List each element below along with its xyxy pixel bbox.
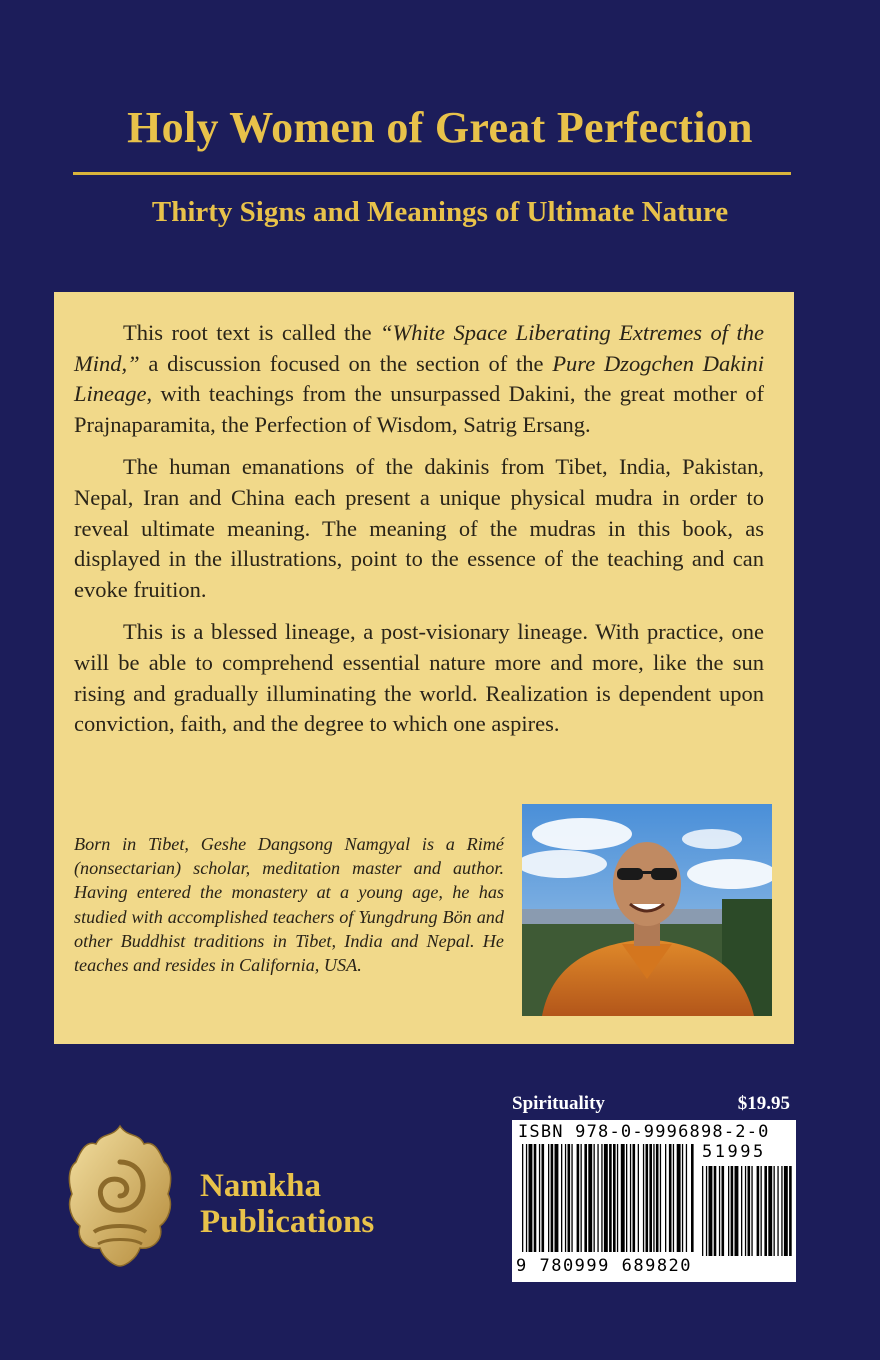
publisher-logo-icon: [64, 1122, 176, 1270]
barcode-bar: [630, 1144, 631, 1252]
title-divider: [73, 172, 791, 175]
barcode-bar: [764, 1166, 767, 1256]
barcode-bar: [626, 1144, 627, 1252]
barcode-bar: [577, 1144, 580, 1252]
barcode-bar: [706, 1166, 707, 1256]
barcode-bar: [621, 1144, 625, 1252]
barcode-bar: [660, 1144, 661, 1252]
barcode-bar: [702, 1166, 703, 1256]
barcode-bar: [673, 1144, 674, 1252]
barcode-bar: [669, 1144, 672, 1252]
barcode-bar: [526, 1144, 527, 1252]
barcode-bar: [568, 1144, 571, 1252]
author-photo: [522, 804, 772, 1016]
barcode-bar: [529, 1144, 533, 1252]
barcode-bar: [584, 1144, 587, 1252]
publisher-name-line-2: Publications: [200, 1204, 375, 1240]
barcode-bar: [594, 1144, 595, 1252]
barcode-bar: [777, 1166, 778, 1256]
category-label: Spirituality: [512, 1093, 605, 1114]
barcode-bar: [691, 1144, 694, 1252]
barcode-bar: [561, 1144, 562, 1252]
author-bio: Born in Tibet, Geshe Dangsong Namgyal is a Rimé (nonsectarian) scholar, meditation master and author. Having entered the monastery at a young age, he has studied with accomplished teachers of Yungdrung Bön and other Buddhist traditions in Tibet, India and Nepal. He teaches and resides in California, USA.: [74, 834, 504, 976]
barcode-bar: [656, 1144, 659, 1252]
barcode-bar: [601, 1144, 602, 1252]
description-paragraph-2: The human emanations of the dakinis from Tibet, India, Pakistan, Nepal, Iran and China each present a unique physical mudra in order to reveal ultimate meaning. The meaning of the mudras in this book, as displayed in the illustrations, point to the essence of the teaching and can evoke fruition.: [74, 454, 764, 602]
barcode-bar: [617, 1144, 618, 1252]
publisher-name: [200, 1168, 374, 1240]
barcode-bar: [789, 1166, 792, 1256]
barcode-bar: [555, 1144, 559, 1252]
isbn-barcode: [512, 1120, 796, 1282]
barcode-bar: [748, 1166, 751, 1256]
barcode-bar: [686, 1144, 687, 1252]
book-title: Holy Women of Great Perfection: [127, 103, 753, 152]
barcode-bar: [522, 1144, 523, 1252]
barcode-bar: [784, 1166, 788, 1256]
description-panel: [54, 292, 794, 1044]
barcode-bar: [548, 1144, 549, 1252]
barcode-bar: [722, 1166, 725, 1256]
barcode-bar: [633, 1144, 636, 1252]
barcode-bar: [604, 1144, 608, 1252]
barcode-bar: [581, 1144, 582, 1252]
barcode-bar: [551, 1144, 554, 1252]
barcode-bar: [751, 1166, 752, 1256]
barcode-bar: [709, 1166, 713, 1256]
barcode-bar: [682, 1144, 683, 1252]
book-subtitle: Thirty Signs and Meanings of Ultimate Nature: [151, 196, 729, 228]
barcode-bar: [539, 1144, 540, 1252]
barcode-bar: [534, 1144, 537, 1252]
publisher-name-line-1: Namkha: [200, 1168, 322, 1204]
barcode-bar: [638, 1144, 639, 1252]
barcode-bar: [643, 1144, 644, 1252]
barcode-bar: [677, 1144, 681, 1252]
barcode-bar: [649, 1144, 652, 1252]
barcode-bar: [731, 1166, 734, 1256]
barcode-bar: [774, 1166, 775, 1256]
barcode-bar: [761, 1166, 762, 1256]
barcode-bar: [613, 1144, 616, 1252]
barcode-bar: [757, 1166, 760, 1256]
barcode-bar: [714, 1166, 717, 1256]
barcode-ean-number: 9 780999 689820: [516, 1256, 693, 1276]
price-label: $19.95: [737, 1093, 790, 1114]
barcode-bar: [741, 1166, 742, 1256]
author-photo-illustration: [522, 804, 772, 1016]
barcode-bar: [768, 1166, 772, 1256]
barcode-bar: [719, 1166, 720, 1256]
barcode-bar: [781, 1166, 782, 1256]
description-text: [74, 318, 764, 752]
description-paragraph-1: This root text is called the “White Space Liberating Extremes of the Mind,” a discussion focused on the section of the Pure Dzogchen Dakini Lineage, with teachings from the unsurpassed Dakini, the great mother of Prajnaparamita, the Perfection of Wisdom, Satrig Ersang.: [74, 320, 764, 437]
barcode-bar: [571, 1144, 572, 1252]
barcode-bar: [565, 1144, 566, 1252]
barcode-bar: [597, 1144, 598, 1252]
barcode-bar: [653, 1144, 654, 1252]
barcode-bar: [609, 1144, 612, 1252]
barcode-addon-number: 51995: [702, 1142, 766, 1162]
barcode-bar: [745, 1166, 746, 1256]
barcode-bar: [646, 1144, 649, 1252]
barcode-bar: [728, 1166, 729, 1256]
isbn-label: ISBN 978-0-9996898-2-0: [518, 1122, 770, 1142]
barcode-bar: [542, 1144, 545, 1252]
barcode-bar: [588, 1144, 592, 1252]
barcode-bar: [665, 1144, 666, 1252]
barcode-bar: [735, 1166, 739, 1256]
description-paragraph-3: This is a blessed lineage, a post-visionary lineage. With practice, one will be able to comprehend essential nature more and more, like the sun rising and gradually illuminating the world. Realization is dependent upon conviction, faith, and the degree to which one aspires.: [74, 619, 764, 737]
